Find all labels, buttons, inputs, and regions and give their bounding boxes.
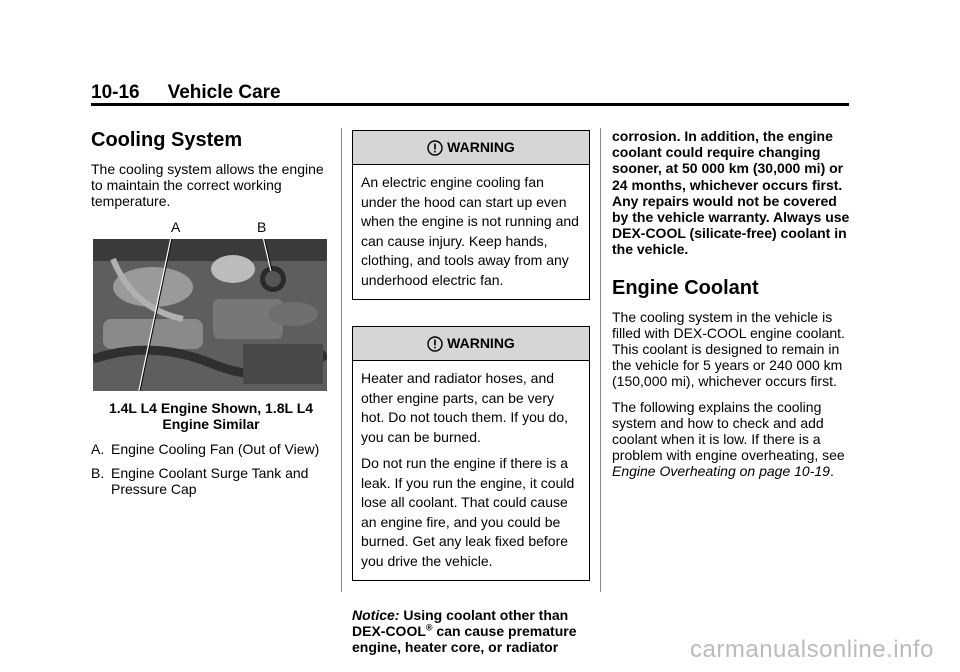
watermark: carmanualsonline.info bbox=[690, 636, 934, 663]
warning-hoses-text-2: Do not run the engine if there is a leak. If you run the engine, it could lose all coolant. That could cause an engine fire, and you could be burned. Get any leak fixed before you drive the vehicle. bbox=[361, 455, 575, 569]
figure-caption: 1.4L L4 Engine Shown, 1.8L L4 Engine Similar bbox=[108, 399, 314, 432]
engine-coolant-heading: Engine Coolant bbox=[612, 276, 759, 299]
engine-coolant-text-2a: The following explains the cooling system and how to check and add coolant when it is low. If there is a problem with engine overheating, see bbox=[612, 398, 845, 464]
legend-key-b: B. bbox=[91, 465, 105, 482]
engine-figure bbox=[91, 219, 327, 397]
registered-mark: ® bbox=[425, 622, 433, 633]
warning-header bbox=[353, 131, 589, 165]
section-title: Vehicle Care bbox=[167, 82, 281, 103]
warning-icon bbox=[427, 336, 443, 352]
column-divider-1 bbox=[341, 128, 342, 592]
column-3 bbox=[612, 128, 852, 489]
legend-item-b bbox=[91, 465, 331, 497]
figure-label-b: B bbox=[257, 218, 267, 235]
warning-hoses-text-1: Heater and radiator hoses, and other engine parts, can be very hot. Do not touch them. If you do, you can be burned. bbox=[361, 370, 569, 445]
warning-title: WARNING bbox=[447, 139, 515, 156]
page-header bbox=[91, 82, 281, 104]
notice-continued: corrosion. In addition, the engine coolant could require changing sooner, at 50 000 km (30,000 mi) or 24 months, whichever occurs first. Any repairs would not be covered by the vehicle warranty. Always use DEX-COOL (silicate-free) coolant in the vehicle. bbox=[612, 128, 850, 258]
engine-coolant-text-2 bbox=[612, 399, 852, 480]
engine-photo bbox=[93, 239, 327, 391]
notice-text-a: Using coolant other than DEX-COOL bbox=[352, 607, 569, 640]
legend-text-a: Engine Cooling Fan (Out of View) bbox=[111, 441, 320, 458]
engine-coolant-text-2b: . bbox=[829, 463, 834, 480]
warning-icon bbox=[427, 140, 443, 156]
column-divider-2 bbox=[600, 128, 601, 592]
legend-text-b: Engine Coolant Surge Tank and Pressure Cap bbox=[111, 465, 309, 498]
column-1 bbox=[91, 128, 331, 506]
warning-header bbox=[353, 327, 589, 361]
cooling-system-heading: Cooling System bbox=[91, 129, 243, 151]
notice-label: Notice: bbox=[352, 607, 400, 623]
warning-fan-text: An electric engine cooling fan under the hood can start up even when the engine is not running and can cause injury. Keep hands, clothing, and tools away from any underhood electric fan. bbox=[361, 174, 579, 288]
engine-illustration bbox=[93, 239, 327, 391]
warning-box-fan bbox=[352, 130, 590, 300]
warning-box-hoses bbox=[352, 326, 590, 581]
page-number: 10-16 bbox=[91, 82, 140, 103]
legend-key-a: A. bbox=[91, 441, 105, 458]
figure-label-a: A bbox=[171, 218, 181, 235]
cooling-intro: The cooling system allows the engine to maintain the correct working temperature. bbox=[91, 161, 324, 210]
engine-coolant-text-1: The cooling system in the vehicle is filled with DEX-COOL engine coolant. This coolant is designed to remain in the vehicle for 5 years or 240 000 km (150,000 mi), whichever occurs first. bbox=[612, 308, 845, 390]
column-2 bbox=[352, 130, 590, 665]
overheating-link[interactable]: Engine Overheating on page 10-19 bbox=[612, 463, 830, 480]
notice-text-b: can cause premature engine, heater core, or radiator bbox=[352, 623, 577, 656]
legend-item-a bbox=[91, 441, 331, 457]
warning-title: WARNING bbox=[447, 335, 515, 352]
header-rule bbox=[91, 103, 849, 106]
coolant-notice bbox=[352, 607, 590, 656]
